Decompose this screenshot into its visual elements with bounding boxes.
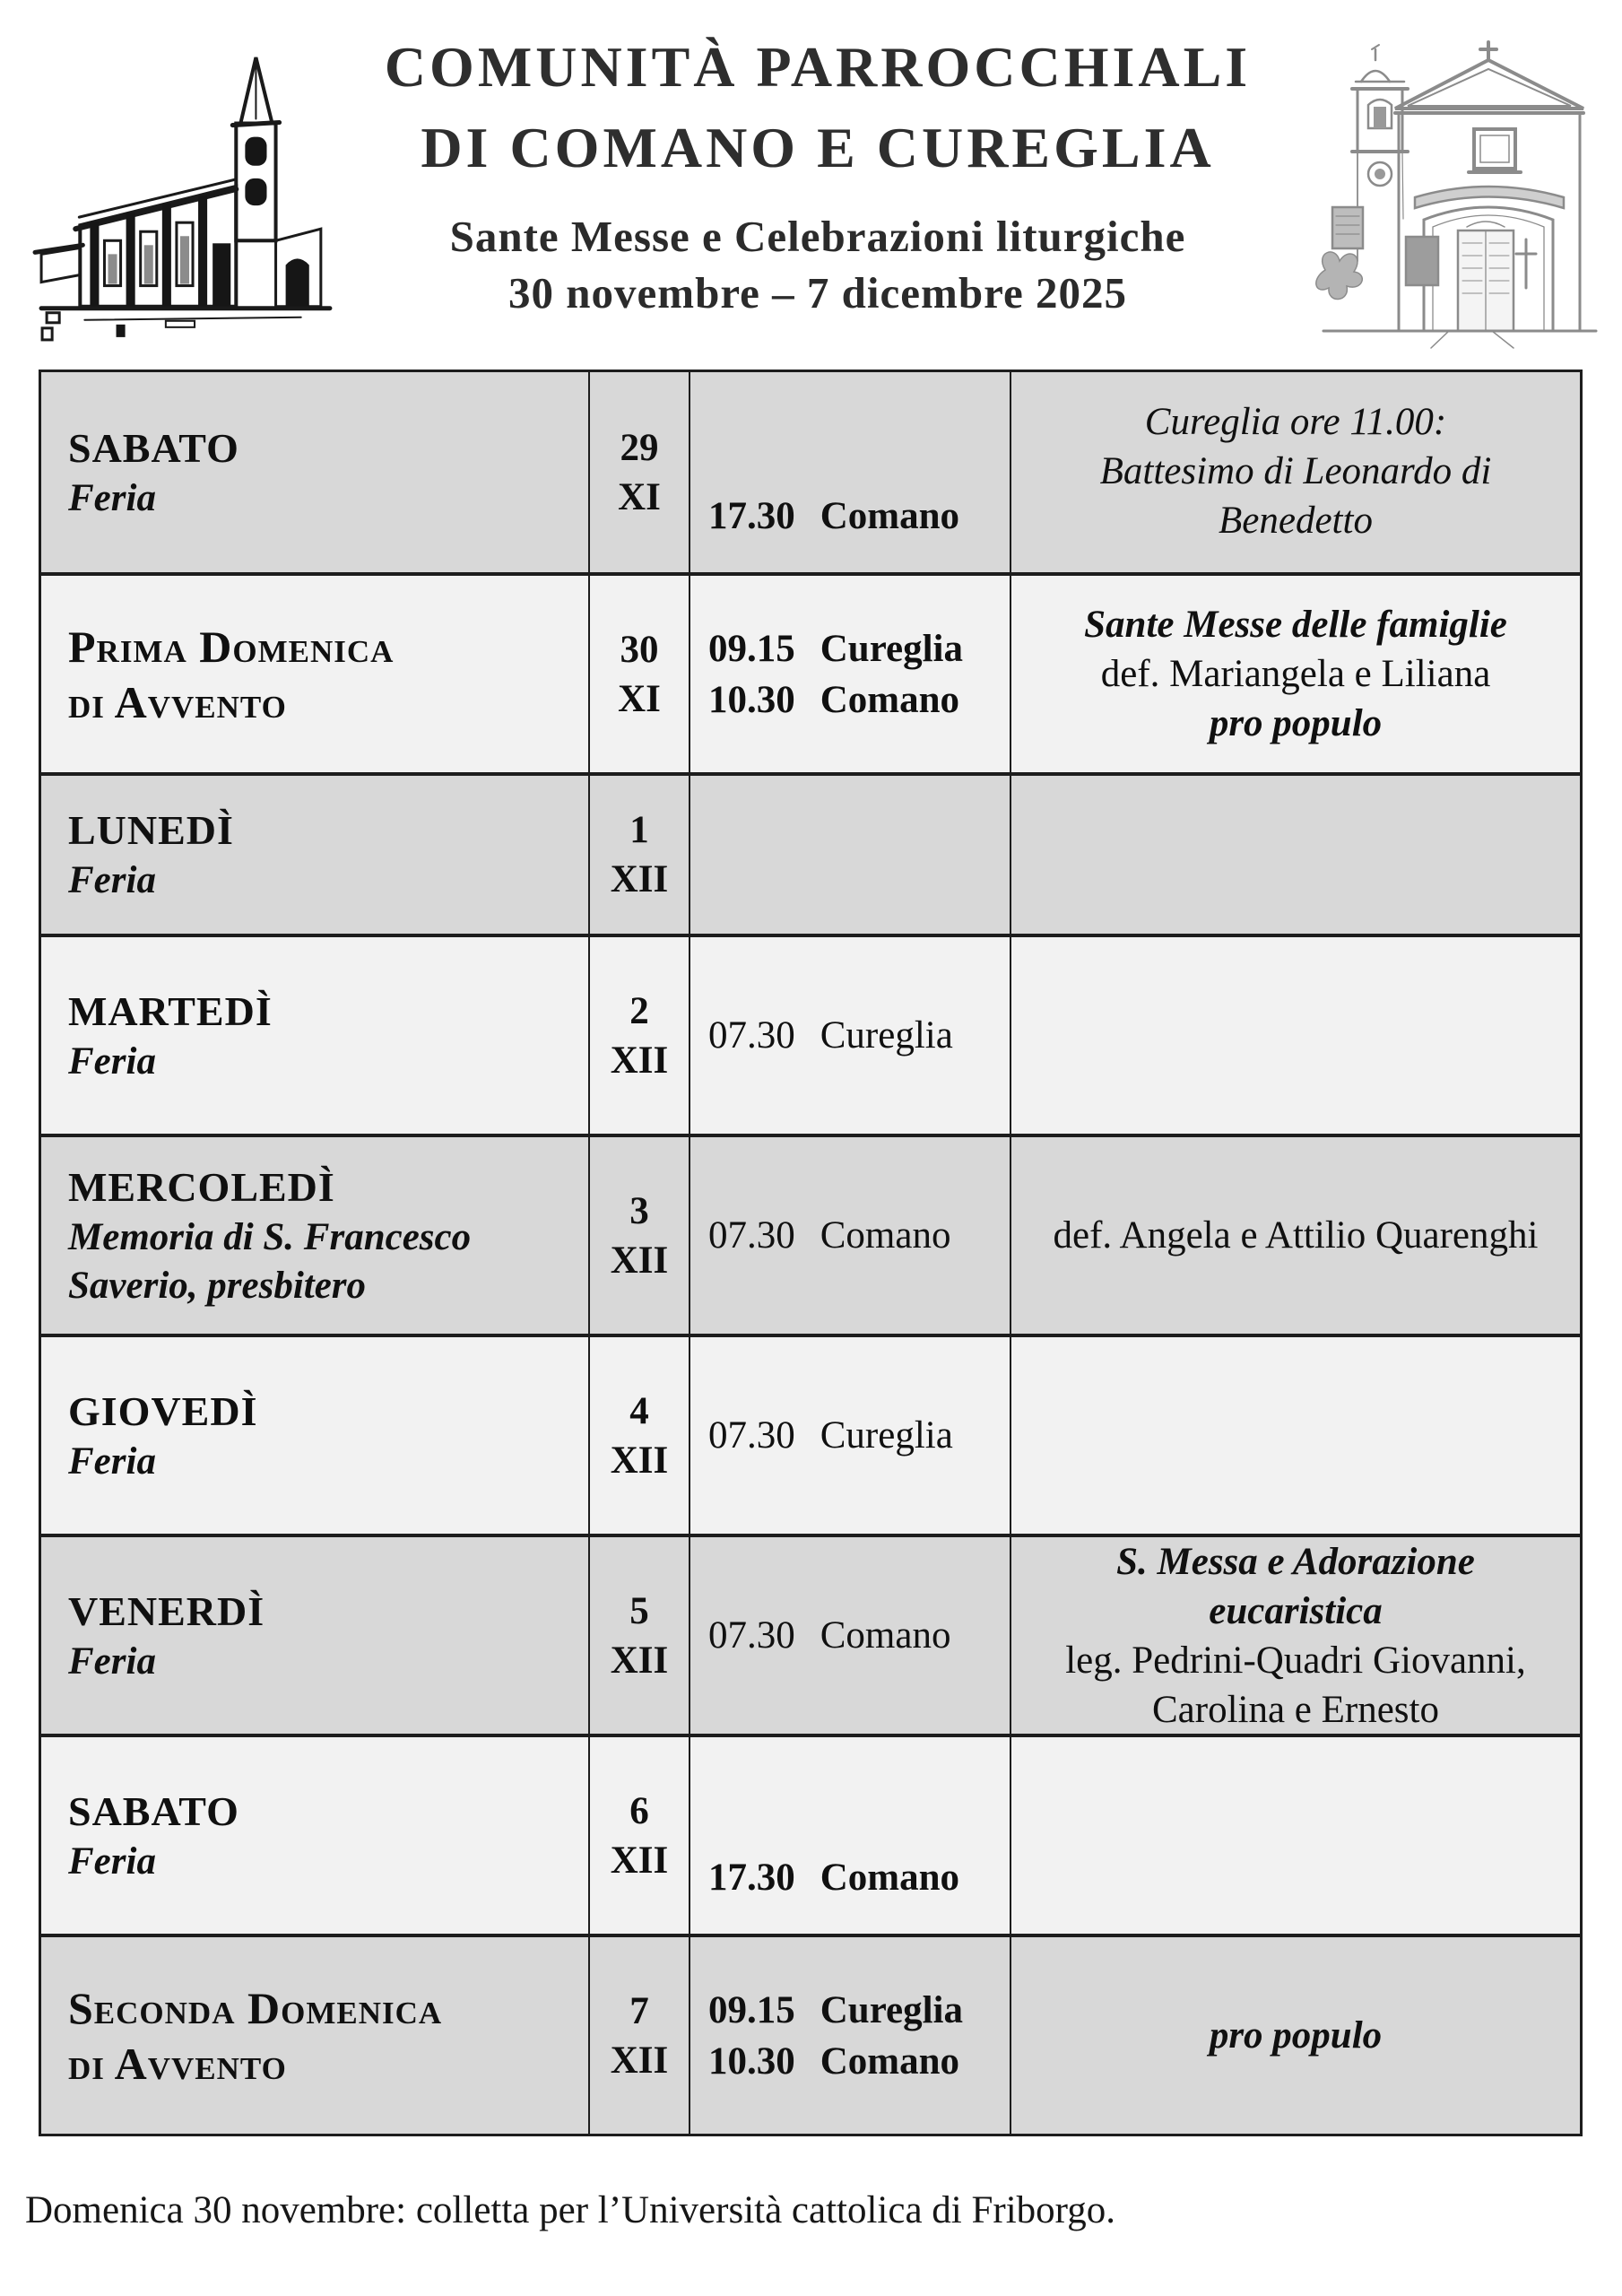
notes-cell xyxy=(1010,1337,1580,1534)
schedule-row xyxy=(41,1934,1580,2134)
day-cell xyxy=(41,1137,588,1334)
schedule-row xyxy=(41,934,1580,1134)
note-line: def. Mariangela e Liliana xyxy=(1100,653,1491,695)
schedule-row xyxy=(41,572,1580,772)
mass-time: 17.30 xyxy=(708,1857,795,1899)
mass-place: Cureglia xyxy=(820,1014,953,1057)
church-sketch-right xyxy=(1298,34,1612,350)
date-cell xyxy=(588,1137,689,1334)
day-cell xyxy=(41,1937,588,2134)
mass-time-line xyxy=(708,1852,1010,1903)
date-cell xyxy=(588,576,689,772)
mass-place: Comano xyxy=(820,2039,960,2083)
notes-cell xyxy=(1010,1537,1580,1734)
mass-times-cell xyxy=(689,937,1010,1134)
footer-note: Domenica 30 novembre: colletta per l’Università cattolica di Friborgo. xyxy=(25,2189,1115,2231)
date-month: XII xyxy=(610,858,669,900)
subtitle-line-2: 30 novembre – 7 dicembre 2025 xyxy=(508,268,1127,317)
day-feast: Feria xyxy=(68,1639,156,1683)
note-line: def. Angela e Attilio Quarenghi xyxy=(1053,1214,1539,1257)
schedule-row xyxy=(41,1334,1580,1534)
church-sketch-left xyxy=(30,38,346,353)
mass-time: 07.30 xyxy=(708,1414,795,1457)
mass-time-line xyxy=(708,1610,1010,1661)
mass-place: Comano xyxy=(820,1857,960,1899)
mass-times-cell xyxy=(689,1337,1010,1534)
mass-time-line xyxy=(708,2036,1010,2087)
date-month: XII xyxy=(610,1839,669,1882)
mass-place: Comano xyxy=(820,678,960,721)
schedule-row xyxy=(41,772,1580,934)
mass-place: Cureglia xyxy=(820,1414,953,1457)
mass-place: Comano xyxy=(820,495,960,537)
day-name: MARTEDÌ xyxy=(68,987,273,1034)
header-text-block xyxy=(351,27,1284,321)
date-month: XII xyxy=(610,1639,669,1682)
notes-cell xyxy=(1010,1937,1580,2134)
day-feast: Feria xyxy=(68,1839,156,1883)
page-title-line-2: DI COMANO E CUREGLIA xyxy=(421,116,1215,179)
schedule-row xyxy=(41,372,1580,572)
day-name: GIOVEDÌ xyxy=(68,1387,258,1434)
day-cell xyxy=(41,1537,588,1734)
note-line: Cureglia ore 11.00: xyxy=(1144,401,1447,443)
date-month: XII xyxy=(610,2039,669,2082)
day-name: di Avvento xyxy=(68,676,287,727)
day-feast: Feria xyxy=(68,476,156,519)
bulletin-header xyxy=(0,0,1622,370)
date-cell xyxy=(588,1537,689,1734)
note-line: pro populo xyxy=(1209,702,1383,744)
day-name: Prima Domenica xyxy=(68,621,395,672)
mass-place: Cureglia xyxy=(820,1988,964,2031)
mass-time-line xyxy=(708,491,1010,542)
day-name: Seconda Domenica xyxy=(68,1982,443,2033)
notes-cell xyxy=(1010,576,1580,772)
date-number: 1 xyxy=(629,809,649,851)
mass-times-cell xyxy=(689,1137,1010,1334)
day-feast: Saverio, presbitero xyxy=(68,1264,367,1307)
schedule-table xyxy=(39,370,1583,2136)
mass-time-line xyxy=(708,1210,1010,1261)
day-cell xyxy=(41,776,588,934)
notes-cell xyxy=(1010,1737,1580,1934)
mass-time: 07.30 xyxy=(708,1014,795,1057)
date-month: XI xyxy=(618,475,661,518)
day-name: SABATO xyxy=(68,424,239,471)
mass-time-line xyxy=(708,674,1010,726)
mass-times-cell xyxy=(689,776,1010,934)
mass-times-cell xyxy=(689,1937,1010,2134)
day-name: LUNEDÌ xyxy=(68,807,234,853)
date-number: 6 xyxy=(629,1789,649,1832)
date-number: 2 xyxy=(629,989,649,1032)
mass-time-line xyxy=(708,623,1010,674)
mass-time: 09.15 xyxy=(708,1988,795,2031)
schedule-row xyxy=(41,1734,1580,1934)
mass-place: Comano xyxy=(820,1614,951,1657)
mass-time: 07.30 xyxy=(708,1614,795,1657)
church-with-bell-tower-drawing xyxy=(30,38,346,353)
mass-time-line xyxy=(708,1410,1010,1461)
day-cell xyxy=(41,1737,588,1934)
church-facade-drawing xyxy=(1298,34,1612,350)
day-name: VENERDÌ xyxy=(68,1587,265,1634)
date-month: XII xyxy=(610,1039,669,1082)
note-line: Carolina e Ernesto xyxy=(1151,1688,1439,1731)
notes-cell xyxy=(1010,937,1580,1134)
mass-place: Comano xyxy=(820,1214,951,1257)
date-cell xyxy=(588,776,689,934)
date-cell xyxy=(588,1937,689,2134)
note-line: pro populo xyxy=(1209,2014,1383,2057)
mass-times-cell xyxy=(689,1537,1010,1734)
mass-time-line xyxy=(708,1010,1010,1061)
mass-time: 07.30 xyxy=(708,1214,795,1257)
schedule-row xyxy=(41,1134,1580,1334)
mass-times-cell xyxy=(689,1737,1010,1934)
date-number: 29 xyxy=(620,426,659,469)
note-line: S. Messa e Adorazione eucaristica xyxy=(1116,1540,1475,1632)
day-cell xyxy=(41,372,588,572)
date-cell xyxy=(588,937,689,1134)
day-name: SABATO xyxy=(68,1787,239,1834)
date-number: 30 xyxy=(620,628,659,671)
date-month: XI xyxy=(618,677,661,720)
day-feast: Feria xyxy=(68,1039,156,1083)
day-name: MERCOLEDÌ xyxy=(68,1163,335,1210)
mass-times-cell xyxy=(689,372,1010,572)
day-feast: Feria xyxy=(68,859,156,901)
day-cell xyxy=(41,1337,588,1534)
day-name: di Avvento xyxy=(68,2038,287,2089)
mass-place: Cureglia xyxy=(820,627,964,670)
note-line: leg. Pedrini-Quadri Giovanni, xyxy=(1065,1639,1526,1682)
page-subtitle xyxy=(351,208,1284,321)
notes-cell xyxy=(1010,372,1580,572)
date-number: 3 xyxy=(629,1189,649,1232)
day-feast: Memoria di S. Francesco xyxy=(68,1215,472,1258)
mass-time: 17.30 xyxy=(708,495,795,537)
schedule-row xyxy=(41,1534,1580,1734)
date-cell xyxy=(588,372,689,572)
date-number: 7 xyxy=(629,1989,649,2032)
date-number: 4 xyxy=(629,1389,649,1432)
notes-cell xyxy=(1010,1137,1580,1334)
date-number: 5 xyxy=(629,1589,649,1632)
mass-time: 10.30 xyxy=(708,678,795,721)
date-cell xyxy=(588,1737,689,1934)
mass-time: 09.15 xyxy=(708,627,795,670)
note-line: Sante Messe delle famiglie xyxy=(1084,604,1507,646)
day-cell xyxy=(41,576,588,772)
date-month: XII xyxy=(610,1239,669,1282)
day-feast: Feria xyxy=(68,1439,156,1483)
note-line: Battesimo di Leonardo di Benedetto xyxy=(1099,450,1492,542)
mass-time-line xyxy=(708,1985,1010,2036)
mass-time: 10.30 xyxy=(708,2039,795,2083)
date-month: XII xyxy=(610,1439,669,1482)
notes-cell xyxy=(1010,776,1580,934)
page-title-line-1: COMUNITÀ PARROCCHIALI xyxy=(384,35,1252,99)
day-cell xyxy=(41,937,588,1134)
date-cell xyxy=(588,1337,689,1534)
subtitle-line-1: Sante Messe e Celebrazioni liturgiche xyxy=(449,212,1186,261)
mass-times-cell xyxy=(689,576,1010,772)
